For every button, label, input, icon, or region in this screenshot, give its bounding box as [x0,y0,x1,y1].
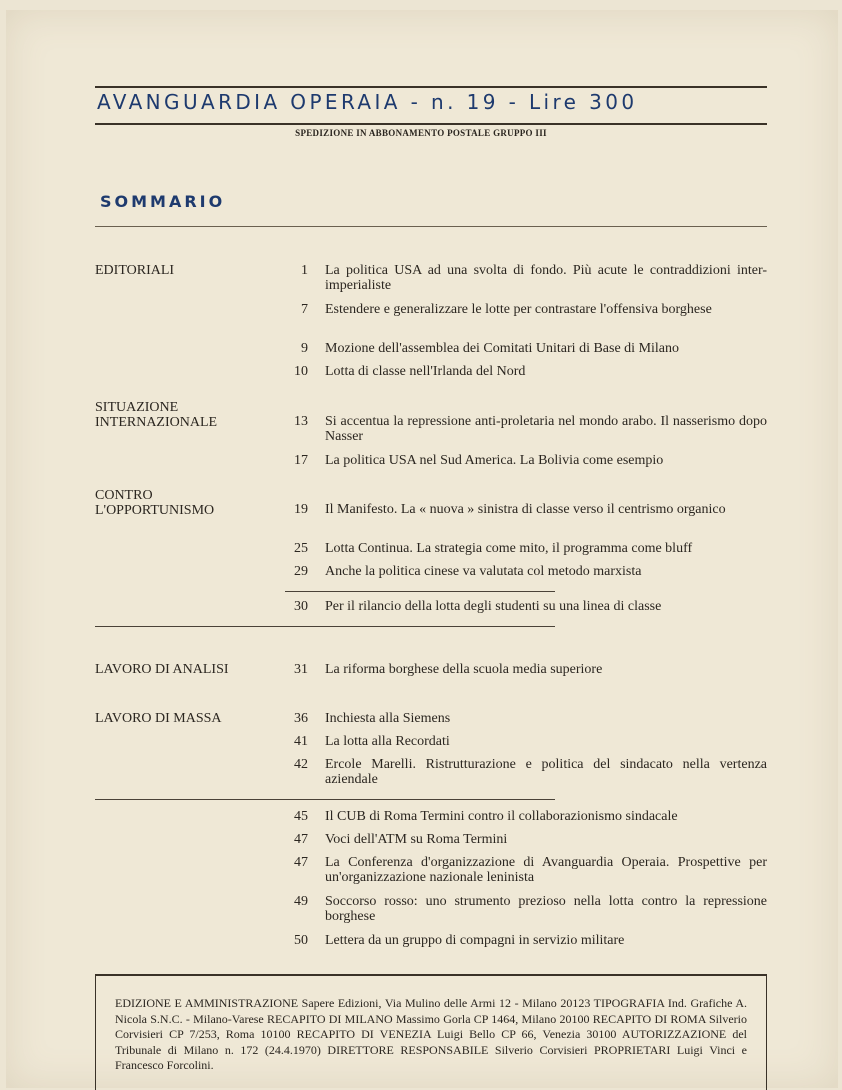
toc-title: La politica USA nel Sud America. La Bolivia come esempio [325,453,664,468]
divider [95,626,555,627]
toc-title: Ercole Marelli. Ristrutturazione e politica del sindacato nella vertenza aziendale [325,757,767,787]
toc-page-number: 7 [301,302,308,317]
toc-page-number: 19 [294,502,308,517]
toc-title: Il Manifesto. La « nuova » sinistra di classe verso il centrismo organico [325,502,726,517]
toc-title: Mozione dell'assemblea dei Comitati Unitari di Base di Milano [325,341,680,356]
toc-title: Soccorso rosso: uno strumento prezioso nella lotta contro la repressione borghese [325,894,767,924]
toc-page-number: 45 [294,809,308,824]
toc-title: Il CUB di Roma Termini contro il collaborazionismo sindacale [325,809,678,824]
toc-page-number: 13 [294,414,308,429]
toc-title: La politica USA ad una svolta di fondo. Più acute le contraddizioni inter-imperialiste [325,263,767,293]
masthead-bottom-rule [95,123,767,125]
toc-title: La riforma borghese della scuola media superiore [325,662,603,677]
section-lavoro-di-massa: LAVORO DI MASSA [95,711,222,726]
toc-page-number: 41 [294,734,308,749]
divider [285,591,555,592]
masthead-top-rule [95,86,767,88]
toc-page-number: 49 [294,894,308,909]
toc-title: Lotta di classe nell'Irlanda del Nord [325,364,526,379]
toc-page-number: 25 [294,541,308,556]
toc-title: Voci dell'ATM su Roma Termini [325,832,508,847]
toc-title: Estendere e generalizzare le lotte per contrastare l'offensiva borghese [325,302,712,317]
toc-page-number: 42 [294,757,308,772]
toc-title: Si accentua la repressione anti-proletaria nel mondo arabo. Il nasserismo dopo Nasser [325,414,767,444]
toc-title: La Conferenza d'organizzazione di Avanguardia Operaia. Prospettive per un'organizzazione nazionale leninista [325,855,767,885]
toc-page-number: 31 [294,662,308,677]
toc-title: Per il rilancio della lotta degli studenti su una linea di classe [325,599,662,614]
sommario-heading: SOMMARIO [100,192,226,211]
toc-title: Lettera da un gruppo di compagni in servizio militare [325,933,625,948]
postal-subline: SPEDIZIONE IN ABBONAMENTO POSTALE GRUPPO III [295,128,547,138]
imprint-box [95,974,767,1090]
toc-page-number: 1 [301,263,308,278]
imprint-text: EDIZIONE E AMMINISTRAZIONE Sapere Edizioni, Via Mulino delle Armi 12 - Milano 20123 TIPOGRAFIA Ind. Grafiche A. Nicola S.N.C. - Milano-Varese RECAPITO DI MILANO Massimo Gorla CP 1464, Milano 20100 RECAPITO DI ROMA Silverio Corvisieri CP 7/253, Roma 10100 RECAPITO DI VENEZIA Luigi Bello CP 66, Venezia 30100 AUTORIZZAZIONE del Tribunale di Milano n. 172 (24.4.1970) DIRETTORE RESPONSABILE Silverio Corvisieri PROPRIETARI Luigi Vinci e Francesco Forcolini. [115,996,747,1072]
toc-page-number: 36 [294,711,308,726]
toc-page-number: 47 [294,832,308,847]
divider [95,799,555,800]
toc-page-number: 17 [294,453,308,468]
toc-title: Inchiesta alla Siemens [325,711,451,726]
section-situazione-internazionale: SITUAZIONE INTERNAZIONALE [95,400,218,430]
masthead-title: AVANGUARDIA OPERAIA - n. 19 - Lire 300 [97,90,638,114]
section-lavoro-di-analisi: LAVORO DI ANALISI [95,662,229,677]
section-contro-opportunismo: CONTRO L'OPPORTUNISMO [95,488,215,518]
toc-title: Lotta Continua. La strategia come mito, il programma come bluff [325,541,693,556]
toc-title: La lotta alla Recordati [325,734,450,749]
toc-page-number: 10 [294,364,308,379]
sommario-rule [95,226,767,227]
toc-page-number: 47 [294,855,308,870]
toc-page-number: 30 [294,599,308,614]
toc-page-number: 29 [294,564,308,579]
toc-page-number: 50 [294,933,308,948]
toc-page-number: 9 [301,341,308,356]
toc-title: Anche la politica cinese va valutata col metodo marxista [325,564,642,579]
section-editoriali: EDITORIALI [95,263,175,278]
